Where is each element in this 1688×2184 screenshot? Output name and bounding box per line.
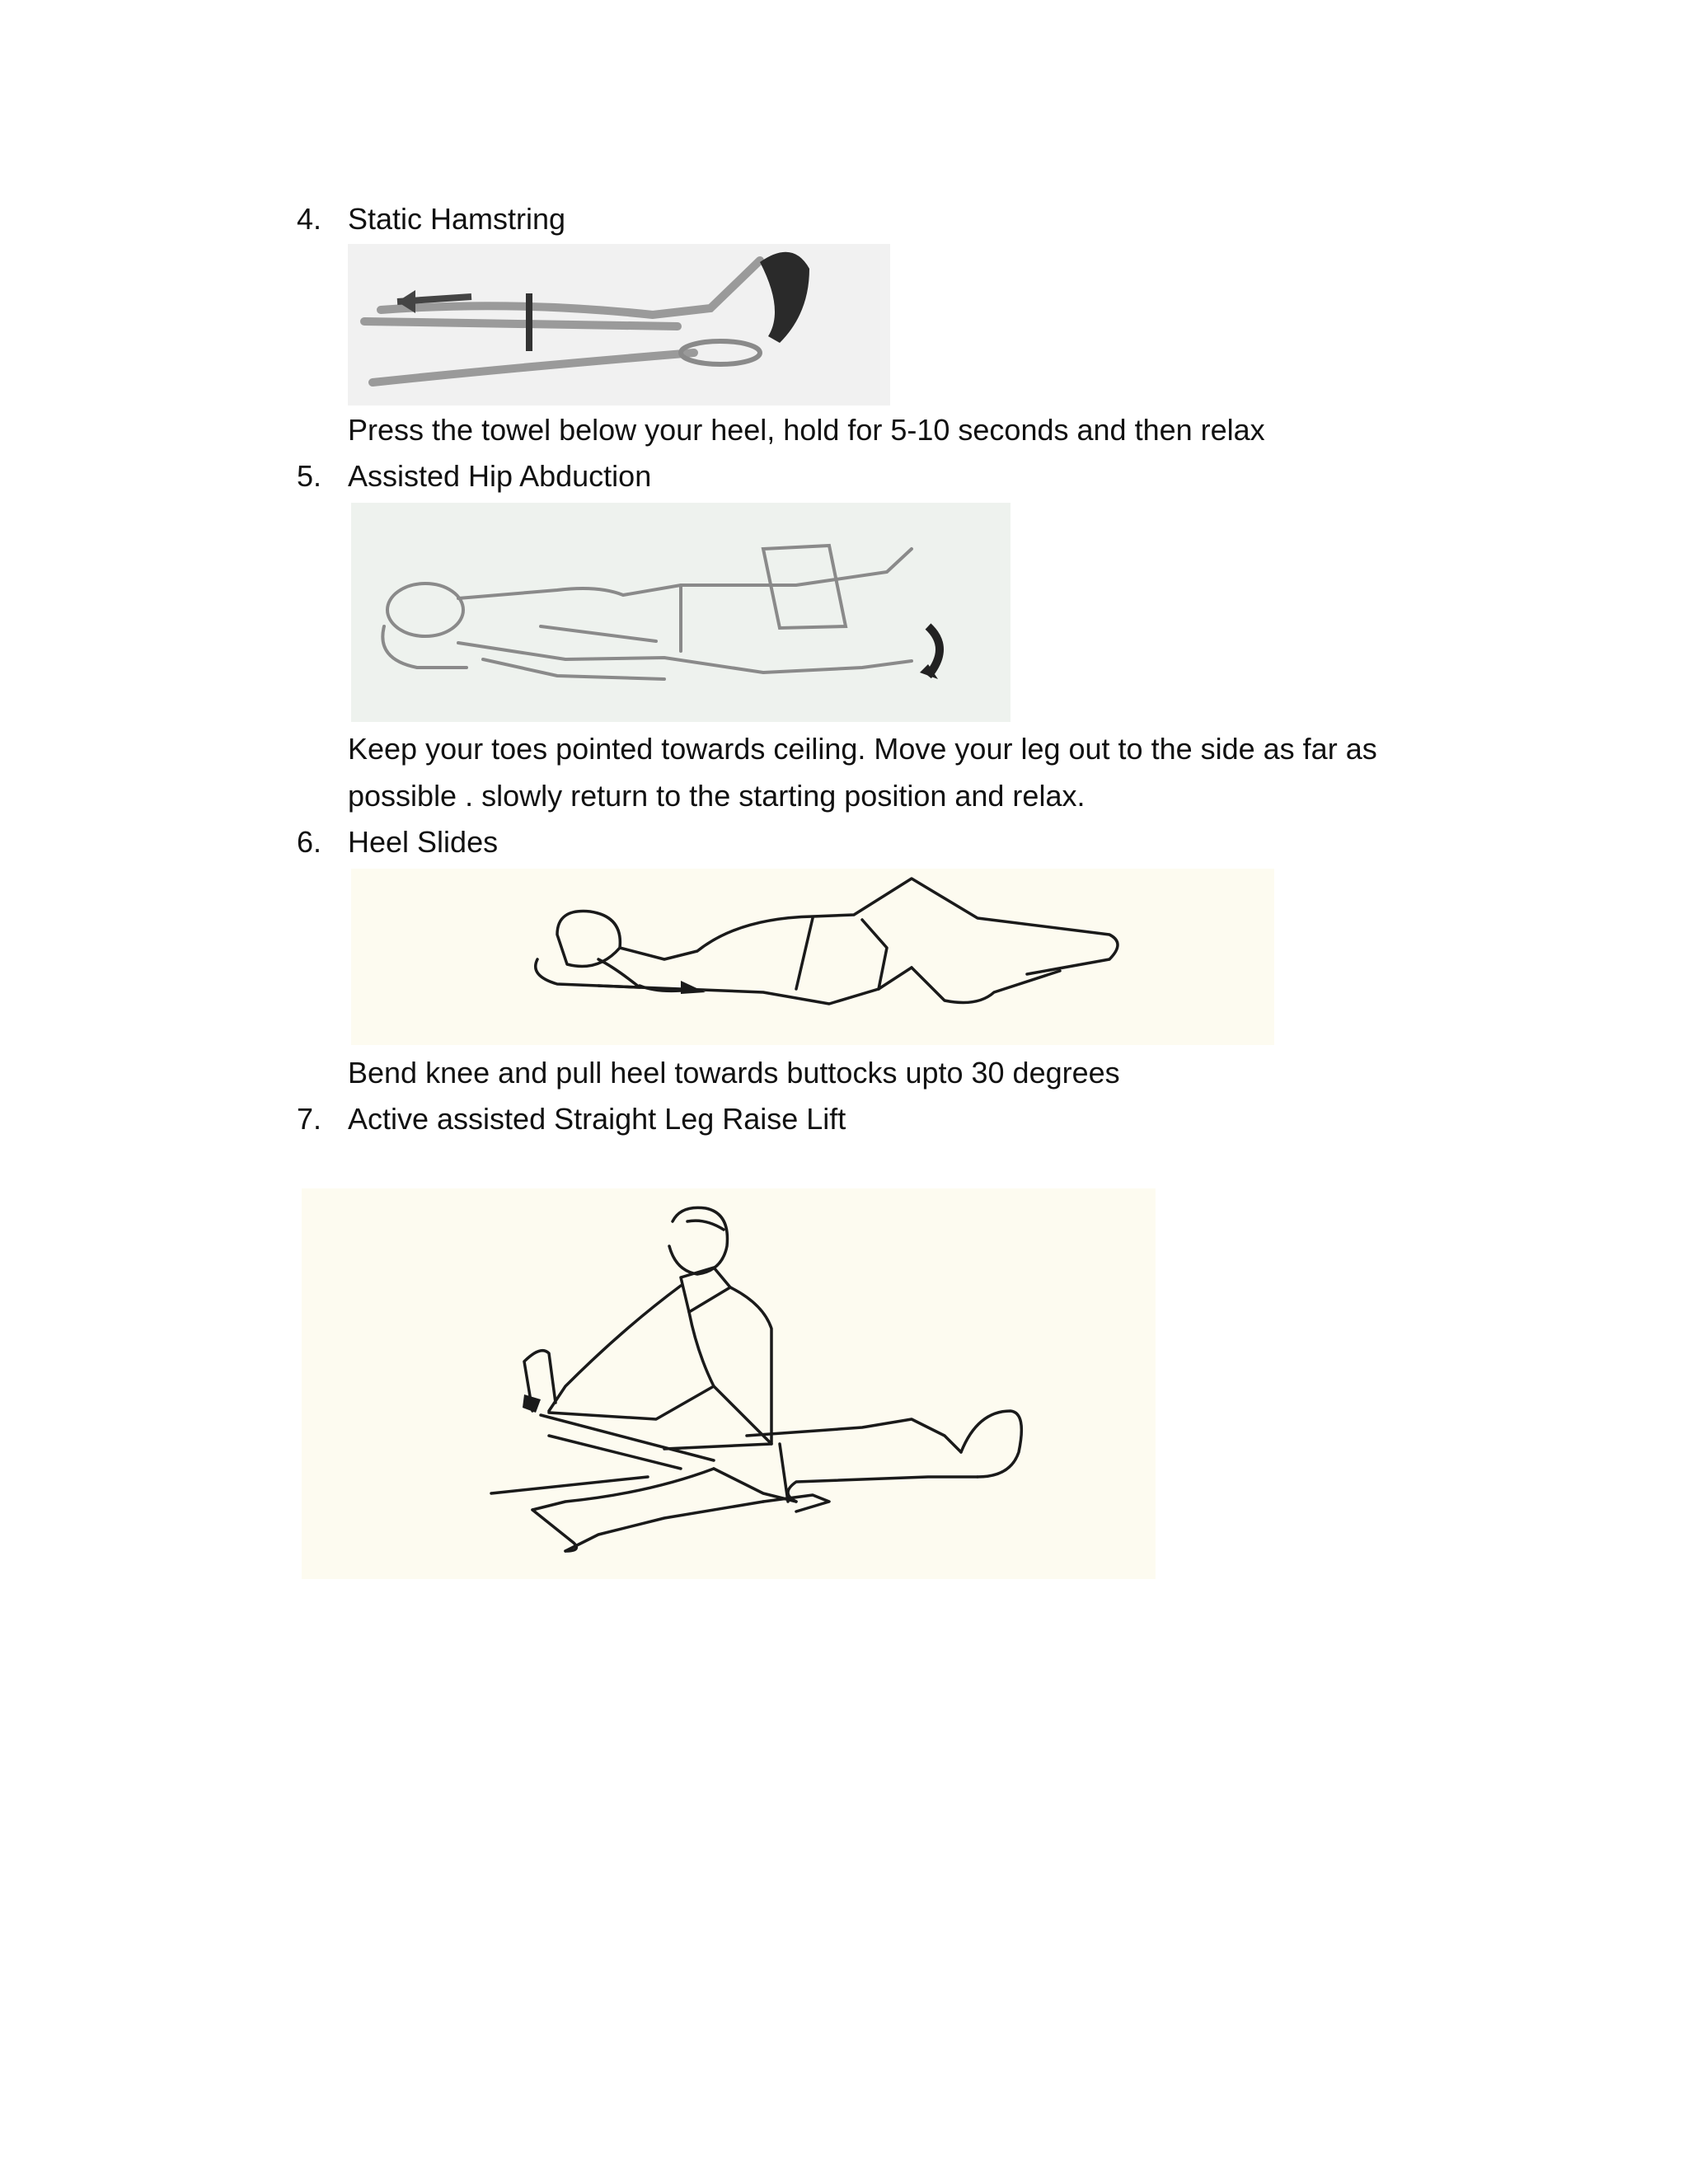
heel-slides-illustration — [351, 869, 1274, 1045]
hip-abduction-illustration — [351, 503, 1010, 722]
exercise-title: Active assisted Straight Leg Raise Lift — [348, 1102, 846, 1136]
exercise-description: Press the towel below your heel, hold for 5-10 seconds and then relax — [348, 413, 1265, 447]
straight-leg-raise-illustration — [302, 1188, 1156, 1579]
list-number: 7. — [297, 1102, 322, 1136]
exercise-title: Static Hamstring — [348, 202, 566, 236]
exercise-title: Heel Slides — [348, 825, 499, 859]
list-number: 4. — [297, 202, 322, 236]
list-number: 5. — [297, 459, 322, 493]
exercise-title: Assisted Hip Abduction — [348, 459, 652, 493]
list-number: 6. — [297, 825, 322, 859]
exercise-description: Bend knee and pull heel towards buttocks upto 30 degrees — [348, 1056, 1120, 1090]
exercise-description: Keep your toes pointed towards ceiling. Move your leg out to the side as far as possible . slowly return to the starting position and relax. — [348, 732, 1377, 813]
static-hamstring-illustration — [348, 244, 890, 405]
